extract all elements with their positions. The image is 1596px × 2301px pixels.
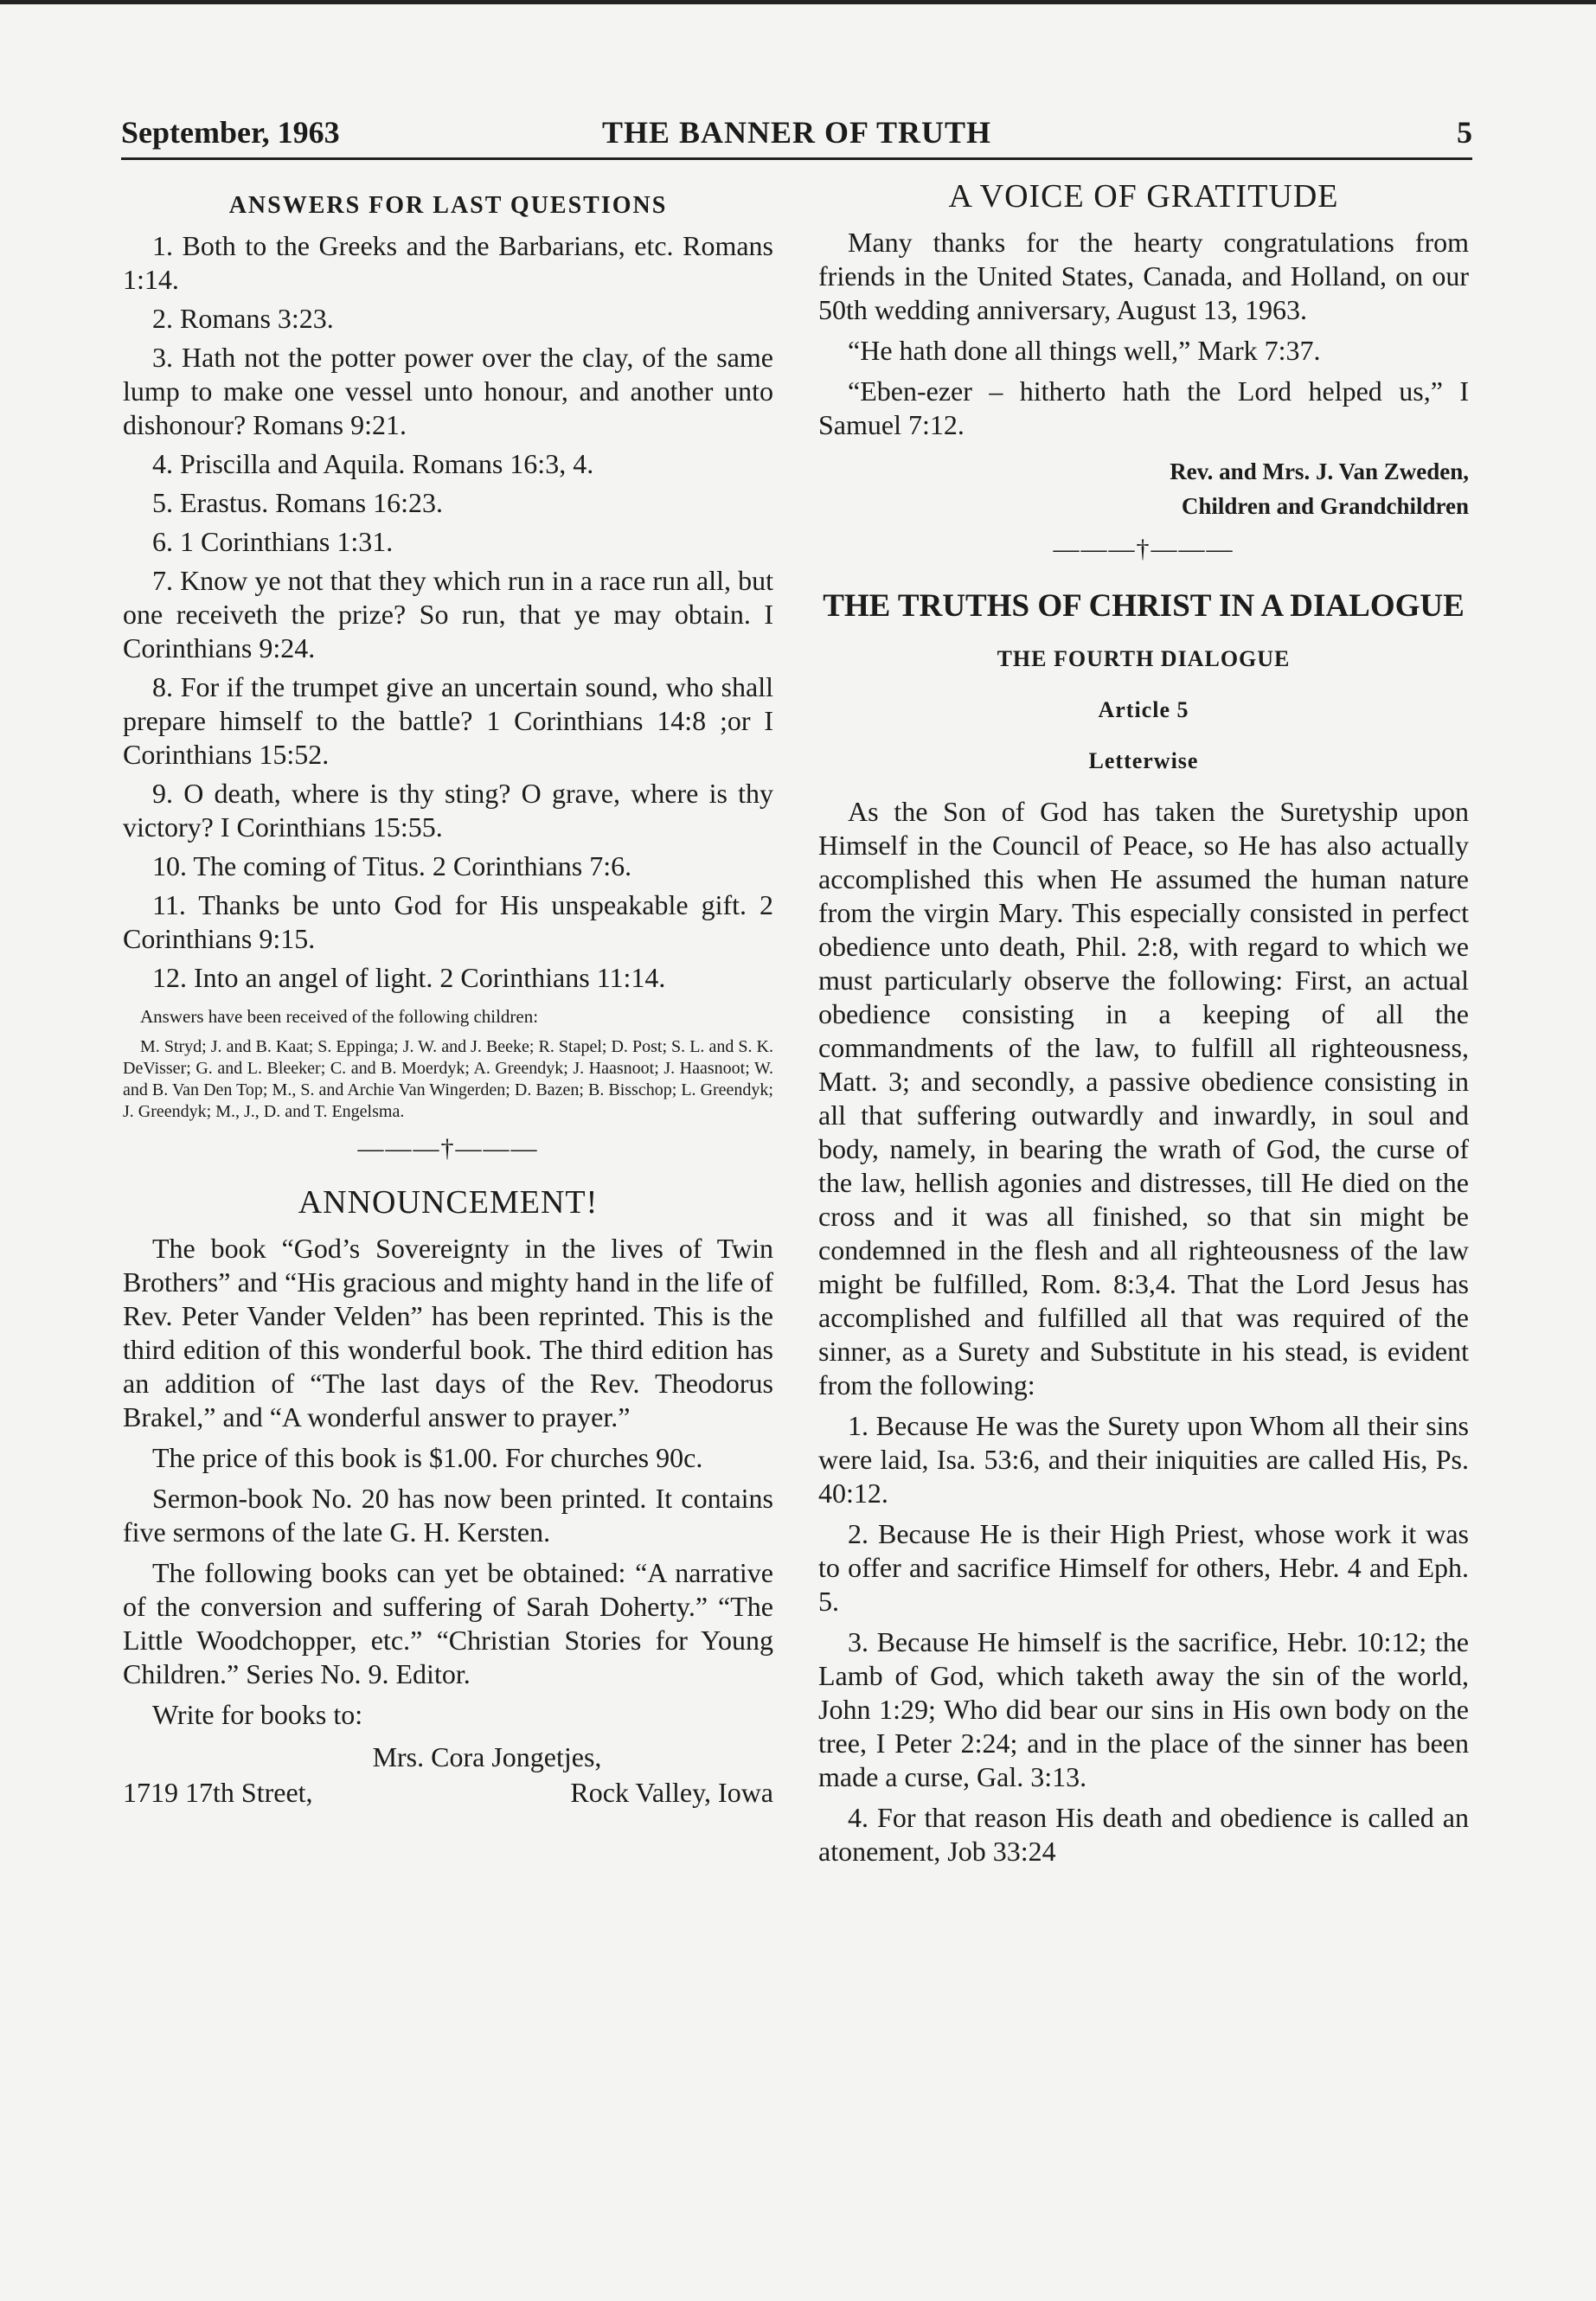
letterwise-label: Letterwise: [1088, 748, 1199, 773]
answer-item: 1. Both to the Greeks and the Barbarians, etc. Romans 1:14.: [123, 230, 773, 295]
address-name: Mrs. Cora Jongetjes,: [372, 1741, 602, 1772]
answer-item: 6. 1 Corinthians 1:31.: [152, 526, 394, 557]
announcement-paragraph: Write for books to:: [152, 1699, 363, 1730]
page-top-edge: [0, 0, 1596, 4]
gratitude-signature: [818, 454, 1469, 523]
left-column: [123, 180, 773, 1811]
answer-item: 5. Erastus. Romans 16:23.: [152, 487, 443, 518]
signature-line: Rev. and Mrs. J. Van Zweden,: [1170, 458, 1469, 484]
dialogue-paragraph: As the Son of God has taken the Suretyship upon Himself in the Council of Peace, so He has also actually accomplished this when He assumed the human nature from the virgin Mary. This especially consisted in perfect obedience unto death, Phil. 2:8, with regard to which we must particularly observe the following: First, an actual obedience consisting in a keeping of all the commandments of the law, to fulfill all righteousness, Matt. 3; and secondly, a passive obedience consisting in all that suffering outwardly and inwardly, in soul and body, namely, in bearing the wrath of God, the curse of the law, hellish agonies and distresses, till He died on the cross and it was all finished, so that sin might be condemned in the flesh and all righteousness of the law might be fulfilled, Rom. 8:3,4. That the Lord Jesus has accomplished and fulfilled all that was required of the sinner, as a Surety and Substitute in his stead, is evident from the following:: [818, 796, 1469, 1400]
gratitude-paragraph: “He hath done all things well,” Mark 7:37.: [848, 335, 1321, 366]
answer-item: 2. Romans 3:23.: [152, 303, 334, 334]
received-note: Answers have been received of the following children:: [140, 1006, 539, 1027]
children-list: M. Stryd; J. and B. Kaat; S. Eppinga; J. W. and J. Beeke; R. Stapel; D. Post; S. L. and S. K. DeVisser; G. and L. Bleeker; C. and B. Moerdyk; A. Greendyk; J. Haasnoot; J. Haasnoot; W. and B. Van Den Top; M., S. and Archie Van Wingerden; D. Bazen; B. Bisschop; L. Greendyk; J. Greendyk; M., J., D. and T. Engelsma.: [123, 1037, 773, 1121]
publication-title: THE BANNER OF TRUTH: [601, 115, 992, 150]
answer-item: 4. Priscilla and Aquila. Romans 16:3, 4.: [152, 448, 594, 479]
answer-item: 8. For if the trumpet give an uncertain sound, who shall prepare himself to the battle? 1 Corinthians 14:8 ;or I Corinthians 15:52.: [123, 671, 773, 770]
gratitude-paragraph: “Eben-ezer – hitherto hath the Lord helped us,” I Samuel 7:12.: [818, 375, 1469, 440]
announcement-paragraph: Sermon-book No. 20 has now been printed. It contains five sermons of the late G. H. Kersten.: [123, 1483, 773, 1548]
announcement-paragraph: The book “God’s Sovereignty in the lives of Twin Brothers” and “His gracious and mighty hand in the life of Rev. Peter Vander Velden” has been reprinted. This is the third edition of this wonderful book. The third edition has an addition of “The last days of the Rev. Theodorus Brakel,” and “A wonderful answer to prayer.”: [123, 1233, 773, 1433]
answers-heading: ANSWERS FOR LAST QUESTIONS: [228, 192, 668, 219]
answer-item: 11. Thanks be unto God for His unspeakable gift. 2 Corinthians 9:15.: [123, 889, 773, 954]
dialogue-paragraph: 3. Because He himself is the sacrifice, Hebr. 10:12; the Lamb of God, which taketh away the sin of the world, John 1:29; Who did bear our sins in His own body on the tree, I Peter 2:24; and in the place of the sinner has been made a curse, Gal. 3:13.: [818, 1626, 1469, 1792]
signature-line: Children and Grandchildren: [1181, 493, 1469, 519]
dialogue-heading: THE TRUTHS OF CHRIST IN A DIALOGUE: [823, 588, 1465, 624]
gratitude-paragraph: Many thanks for the hearty congratulations from friends in the United States, Canada, and Holland, on our 50th wedding anniversary, August 13, 1963.: [818, 227, 1469, 325]
dialogue-paragraph: 4. For that reason His death and obedience is called an atonement, Job 33:24: [818, 1802, 1469, 1867]
page-number: 5: [1457, 115, 1472, 150]
address-city: Rock Valley, Iowa: [570, 1777, 773, 1808]
section-divider: ———†———: [1053, 535, 1234, 563]
address-street: 1719 17th Street,: [123, 1777, 313, 1808]
right-column: [818, 180, 1469, 1875]
announcement-heading: ANNOUNCEMENT!: [298, 1184, 599, 1221]
announcement-paragraph: The following books can yet be obtained: “A narrative of the conversion and suffering of Sarah Doherty.” “The Little Woodchopper, etc.” “Christian Stories for Young Children.” Series No. 9. Editor.: [123, 1557, 773, 1689]
article-label: Article 5: [1098, 697, 1189, 722]
answer-item: 10. The coming of Titus. 2 Corinthians 7:6.: [152, 850, 632, 881]
dialogue-subtitle: THE FOURTH DIALOGUE: [997, 646, 1291, 671]
issue-date: September, 1963: [121, 115, 340, 150]
section-divider: ———†———: [357, 1134, 539, 1163]
page-header: [121, 109, 1472, 160]
dialogue-paragraph: 2. Because He is their High Priest, whose work it was to offer and sacrifice Himself for others, Hebr. 4 and Eph. 5.: [818, 1518, 1469, 1617]
gratitude-heading: A VOICE OF GRATITUDE: [948, 178, 1339, 215]
announcement-paragraph: The price of this book is $1.00. For churches 90c.: [152, 1442, 703, 1473]
answer-item: 12. Into an angel of light. 2 Corinthians 11:14.: [152, 962, 666, 993]
answer-item: 3. Hath not the potter power over the clay, of the same lump to make one vessel unto honour, and another unto dishonour? Romans 9:21.: [123, 342, 773, 440]
address-line: [123, 1776, 773, 1811]
answer-item: 9. O death, where is thy sting? O grave, where is thy victory? I Corinthians 15:55.: [123, 778, 773, 843]
answer-item: 7. Know ye not that they which run in a race run all, but one receiveth the prize? So run, that ye may obtain. I Corinthians 9:24.: [123, 565, 773, 663]
dialogue-paragraph: 1. Because He was the Surety upon Whom all their sins were laid, Isa. 53:6, and their iniquities are called His, Ps. 40:12.: [818, 1410, 1469, 1509]
